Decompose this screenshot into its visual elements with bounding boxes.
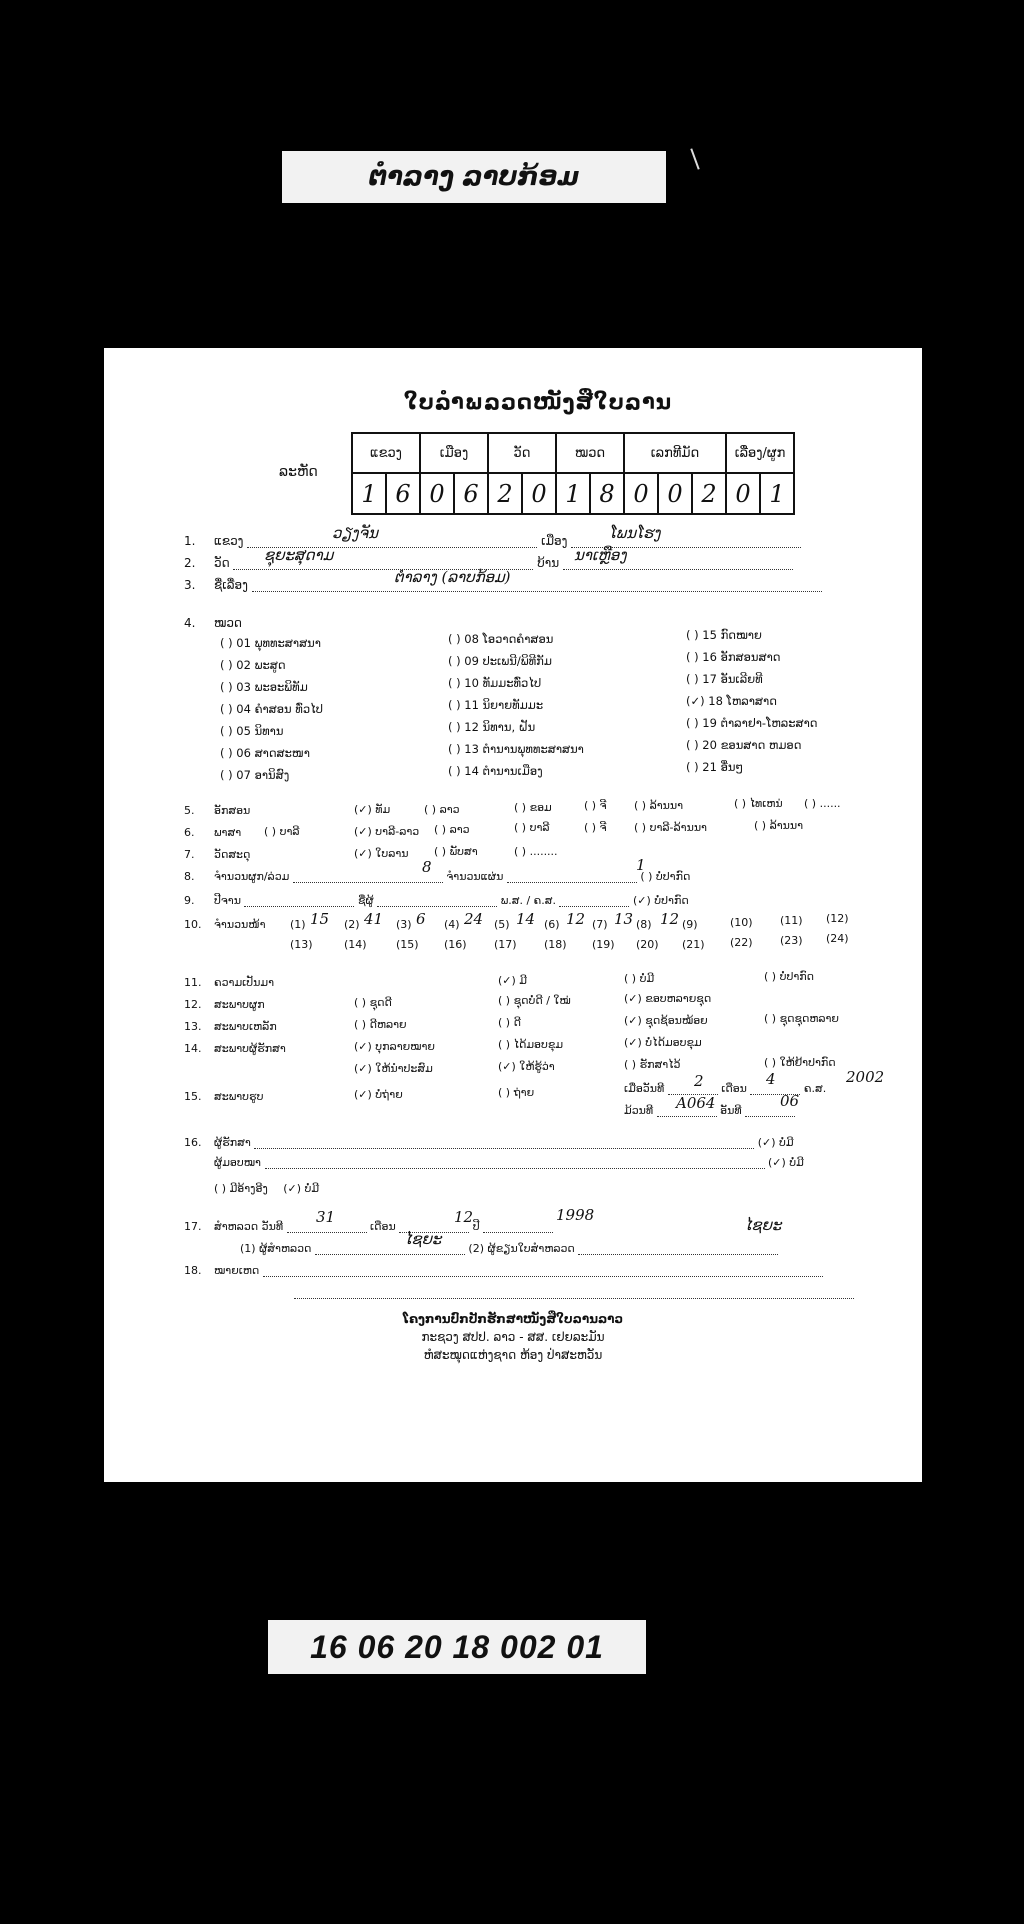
line-17b: (1) ຜູ້ສຳຫລວດ (2) ຜູ້ຂຽນໃບສຳຫລວດ <box>240 1242 778 1255</box>
page-slot: (18) <box>544 938 567 951</box>
top-label: ຕຳລາງ ລາບກ້ອມ <box>282 151 666 203</box>
page-slot: (8) <box>636 918 652 931</box>
photo-option: (✓) ບໍ່ຖ່າຍ <box>354 1088 403 1101</box>
state-option: ( ) ຊຸດຊຸດຫລາຍ <box>764 1012 839 1025</box>
category-option: ( ) 15 ກົດໝາຍ <box>686 628 762 642</box>
photo-month: 4 <box>766 1070 776 1088</box>
survey-year: 1998 <box>556 1206 595 1224</box>
line-5-label: 5. ອັກສອນ <box>184 804 251 817</box>
line-18: 18. ໝາຍເຫດ <box>184 1264 823 1277</box>
state-option: (✓) ຊຸດຊ້ອນໝ້ອຍ <box>624 1014 708 1027</box>
category-option: ( ) 16 ອັກສອນສາດ <box>686 650 781 664</box>
digit: 2 <box>692 473 726 514</box>
stray-mark <box>690 148 699 169</box>
category-option: ( ) 20 ຂອນສາດ ຫມອດ <box>686 738 802 752</box>
keeper-option: (✓) ໃຫ້ນຳປະສົມ <box>354 1062 433 1075</box>
line-16c: ( ) ມີອ້າງອີງ (✓) ບໍ່ມີ <box>214 1182 320 1195</box>
page-slot: (15) <box>396 938 419 951</box>
line-13-label: 13. ສະພາບເຫລັກ <box>184 1020 277 1033</box>
category-option: ( ) 04 ຄຳສອນ ທົ່ວໄປ <box>220 702 323 716</box>
script-option: ( ) ລາວ <box>424 803 460 816</box>
digit: 1 <box>556 473 590 514</box>
language-option: ( ) ບາລີ-ລ້ານນາ <box>634 821 707 834</box>
digit: 2 <box>488 473 522 514</box>
title-value: ຕຳລາງ (ລາບກ້ອມ) <box>394 568 511 586</box>
keeper-option: (✓) ບໍ່ໄດ້ມອບຂຸມ <box>624 1036 702 1049</box>
condition-option: ( ) ຊຸດບໍ່ດີ / ໃໝ່ <box>498 994 571 1007</box>
script-option: ( ) ...... <box>804 797 841 810</box>
line-12-label: 12. ສະພາບຜູກ <box>184 998 265 1011</box>
page-count: 13 <box>614 910 634 928</box>
fascicle-count: 8 <box>422 858 432 876</box>
keeper-option: (✓) ບຸກລາຍໝາຍ <box>354 1040 435 1053</box>
category-option: ( ) 01 ພຸທທະສາສນາ <box>220 636 321 650</box>
category-option: ( ) 03 ພະອະພິທັມ <box>220 680 308 694</box>
line-8: 8. ຈຳນວນຜູກ/ລ່ວມ ຈຳນວນແຜ່ນ ( ) ບໍ່ປາກົດ <box>184 870 691 883</box>
col-category: ໝວດ <box>556 433 624 473</box>
keeper-option: ( ) ຮັກສາໄວ້ <box>624 1058 681 1071</box>
digit: 0 <box>624 473 658 514</box>
category-option: ( ) 09 ປະເພນີ/ພິທີກັມ <box>448 654 552 668</box>
col-fascicle: ເລື່ອງ/ຜູກ <box>726 433 794 473</box>
photo-option: ( ) ຖ່າຍ <box>498 1086 535 1099</box>
material-option: ( ) ພັບສາ <box>434 845 478 858</box>
language-option: ( ) ລາວ <box>434 823 470 836</box>
microfilm-roll: ມ້ວນທີ ອັນທີ <box>624 1104 795 1117</box>
writer-name: ໄຊຍະ <box>744 1216 782 1234</box>
page-count: 12 <box>660 910 680 928</box>
survey-day: 31 <box>316 1208 336 1226</box>
page-slot: (4) <box>444 918 460 931</box>
line-11-label: 11. ຄວາມເປັນມາ <box>184 976 275 989</box>
document-page <box>104 348 922 1482</box>
bottom-code-label: 16 06 20 18 002 01 <box>268 1620 646 1674</box>
digit: 1 <box>760 473 794 514</box>
microfilm-date: ເມື່ອວັນທີ ເດືອນ ຄ.ສ. <box>624 1082 827 1095</box>
survey-month: 12 <box>454 1208 474 1226</box>
script-option: ( ) ໄທເຫນ່ <box>734 797 783 810</box>
page-slot: (24) <box>826 932 849 945</box>
page-slot: (13) <box>290 938 313 951</box>
category-option: ( ) 14 ຕຳນານເມືອງ <box>448 764 543 778</box>
page-slot: (1) <box>290 918 306 931</box>
line-16: 16. ຜູ້ຮັກສາ (✓) ບໍ່ມີ <box>184 1136 794 1149</box>
col-district: ເມືອງ <box>420 433 488 473</box>
line-16b: ຜູ້ມອບໝາ (✓) ບໍ່ມີ <box>214 1156 804 1169</box>
page-slot: (16) <box>444 938 467 951</box>
col-province: ແຂວງ <box>352 433 420 473</box>
line-6-label: 6. ພາສາ <box>184 826 242 839</box>
category-option: ( ) 11 ນິຍາຍທັມມະ <box>448 698 544 712</box>
page-slot: (19) <box>592 938 615 951</box>
category-option: ( ) 12 ນິທານ, ຝັນ <box>448 720 536 734</box>
line-1: 1. ແຂວງ ເມືອງ <box>184 534 801 548</box>
form-title: ໃບລຳພລວດໜັງສືໃບລານ <box>404 390 673 414</box>
language-option: ( ) ລ້ານນາ <box>754 819 804 832</box>
state-option: ( ) ດີ <box>498 1016 521 1029</box>
category-option: ( ) 08 ໂອວາດຄຳສອນ <box>448 632 554 646</box>
code-label: ລະຫັດ <box>279 464 318 480</box>
line-14-label: 14. ສະພາບຜູ້ຮັກສາ <box>184 1042 286 1055</box>
page-slot: (12) <box>826 912 849 925</box>
page-slot: (7) <box>592 918 608 931</box>
digit: 8 <box>590 473 624 514</box>
line-18b <box>294 1286 854 1299</box>
photo-year: 2002 <box>846 1068 885 1086</box>
line-10-label: 10. ຈຳນວນໜ້າ <box>184 918 266 931</box>
keeper-option: ( ) ໄດ້ມອບຂຸມ <box>498 1038 564 1051</box>
condition-option: (✓) ຂອບຫລາຍຊຸດ <box>624 992 712 1005</box>
material-option: ( ) ........ <box>514 845 558 858</box>
frame-number: 06 <box>780 1092 800 1110</box>
village-value: ນາເຫຼືອງ <box>574 546 627 564</box>
province-value: ວຽງຈັນ <box>332 524 378 542</box>
keeper-option: ( ) ໃຫ້ຢ້າປາກົດ <box>764 1056 836 1069</box>
category-option: ( ) 06 ສາດສະໜາ <box>220 746 310 760</box>
script-option: (✓) ທັມ <box>354 803 391 816</box>
district-value: ໂພນໂຮງ <box>609 524 661 542</box>
category-option: ( ) 07 ອານິສົງ <box>220 768 290 782</box>
photo-day: 2 <box>694 1072 704 1090</box>
script-option: ( ) ລ້ານນາ <box>634 799 684 812</box>
page-count: 12 <box>566 910 586 928</box>
origin-option: ( ) ບໍ່ມີ <box>624 972 655 985</box>
keeper-option: (✓) ໃຫ້ຮູ້ວ່າ <box>498 1060 555 1073</box>
line-15-label: 15. ສະພາບຮູບ <box>184 1090 264 1103</box>
page-slot: (14) <box>344 938 367 951</box>
language-option: ( ) ບາລີ <box>514 821 550 834</box>
condition-option: ( ) ຊຸດດີ <box>354 996 392 1009</box>
line-9: 9. ປີຈານ ຊື່ຜູ້ ພ.ສ. / ຄ.ສ. (✓) ບໍ່ປາກົດ <box>184 894 689 907</box>
digit: 0 <box>658 473 692 514</box>
page-count: 15 <box>310 910 330 928</box>
page-slot: (22) <box>730 936 753 949</box>
page-slot: (9) <box>682 918 698 931</box>
page-count: 41 <box>364 910 384 928</box>
page-count: 14 <box>516 910 536 928</box>
surveyor-name: ໄຊຍະ <box>404 1230 442 1248</box>
page-slot: (6) <box>544 918 560 931</box>
digit: 0 <box>726 473 760 514</box>
digit: 1 <box>352 473 386 514</box>
page-count: 24 <box>464 910 484 928</box>
page-slot: (3) <box>396 918 412 931</box>
line-7-label: 7. ວັດສະດຸ <box>184 848 251 861</box>
category-option: ( ) 02 ພະສູດ <box>220 658 286 672</box>
leaf-count: 1 <box>636 856 646 874</box>
script-option: ( ) ຂອມ <box>514 801 552 814</box>
language-option: (✓) ບາລີ-ລາວ <box>354 825 420 838</box>
digit: 6 <box>386 473 420 514</box>
line-2: 2. ວັດ ບ້ານ <box>184 556 793 570</box>
category-option-selected: (✓) 18 ໂຫລາສາດ <box>686 694 777 708</box>
script-option: ( ) ຈີ <box>584 799 607 812</box>
page-slot: (17) <box>494 938 517 951</box>
line-4: 4. ໝວດ <box>184 616 242 630</box>
language-option: ( ) ຈີ <box>584 821 607 834</box>
language-option: ( ) ບາລີ <box>264 825 300 838</box>
footer-line: ໂຄງການປົກປັກຮັກສາໜັງສືໃບລານລາວ <box>402 1312 624 1326</box>
footer-line: ກະຊວງ ສປປ. ລາວ - ສສ. ເຢຍລະມັນ <box>421 1330 605 1344</box>
code-grid <box>351 432 795 515</box>
page-slot: (11) <box>780 914 803 927</box>
digit: 6 <box>454 473 488 514</box>
col-temple: ວັດ <box>488 433 556 473</box>
category-option: ( ) 19 ຕຳລາຢາ-ໂຫລະສາດ <box>686 716 818 730</box>
origin-option: ( ) ບໍ່ປາກົດ <box>764 970 814 983</box>
category-option: ( ) 13 ຕຳນານພຸທທະສາສນາ <box>448 742 584 756</box>
col-bundle: ເລກທີມັດ <box>624 433 726 473</box>
line-3: 3. ຊື່ເລື່ອງ <box>184 578 822 592</box>
page-slot: (20) <box>636 938 659 951</box>
category-option: ( ) 05 ນິທານ <box>220 724 284 738</box>
category-option: ( ) 10 ທັມມະທົ່ວໄປ <box>448 676 542 690</box>
origin-option: (✓) ມີ <box>498 974 528 987</box>
temple-value: ຊຸຍະສຸດາມ <box>264 546 334 564</box>
digit: 0 <box>522 473 556 514</box>
digit: 0 <box>420 473 454 514</box>
category-option: ( ) 21 ອື່ນໆ <box>686 760 744 774</box>
category-option: ( ) 17 ອັນເລີຍທີ <box>686 672 763 686</box>
state-option: ( ) ດີຫລາຍ <box>354 1018 407 1031</box>
line-17: 17. ສຳຫລວດ ວັນທີ ເດືອນ ປີ <box>184 1220 553 1233</box>
footer-line: ຫໍສະໝຸດແຫ່ງຊາດ ຫ້ອງ ປ່າສະຫວັນ <box>423 1348 603 1362</box>
page-count: 6 <box>416 910 426 928</box>
page-slot: (21) <box>682 938 705 951</box>
material-option: (✓) ໃບລານ <box>354 847 409 860</box>
roll-number: A064 <box>676 1094 716 1112</box>
page-slot: (5) <box>494 918 510 931</box>
page-slot: (2) <box>344 918 360 931</box>
page-slot: (23) <box>780 934 803 947</box>
page-slot: (10) <box>730 916 753 929</box>
